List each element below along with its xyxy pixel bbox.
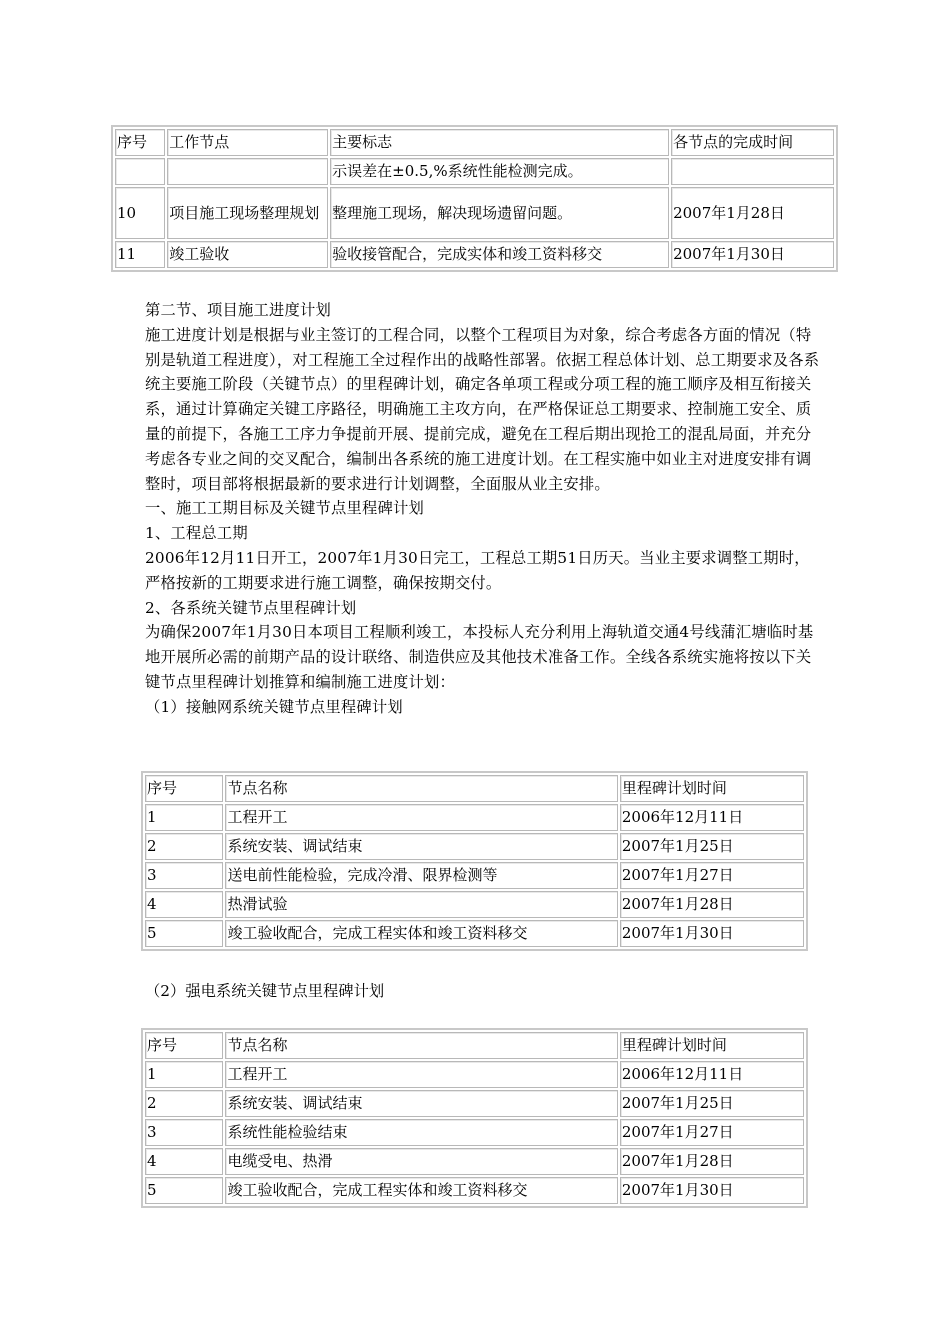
- paragraph: 2006年12月11日开工，2007年1月30日完工，工程总工期51日历天。当业主要求调整工期时，严格按新的工期要求进行施工调整，确保按期交付。: [145, 548, 810, 592]
- table-cell: 热滑试验: [225, 891, 617, 918]
- table-cell: 2007年1月27日: [620, 862, 804, 889]
- catenary-milestone-table: [141, 771, 808, 951]
- header-cell: 节点名称: [225, 1032, 617, 1059]
- paragraph: 为确保2007年1月30日本项目工程顺利竣工，本投标人充分利用上海轨道交通4号线蒲汇塘临时基地开展所必需的前期产品的设计联络、制造供应及其他技术准备工作。全线各系统实施将按以下关键节点里程碑计划推算和编制施工进度计划：: [145, 623, 814, 691]
- heading: 一、施工工期目标及关键节点里程碑计划: [145, 499, 424, 518]
- table-cell: 5: [145, 920, 223, 947]
- table-cell: 2007年1月28日: [620, 891, 804, 918]
- table-cell: 1: [145, 804, 223, 831]
- table-cell: 1: [145, 1061, 223, 1088]
- table-cell: 整理施工现场，解决现场遗留问题。: [330, 187, 669, 239]
- table-caption: （2）强电系统关键节点里程碑计划: [145, 982, 385, 1000]
- table-cell: 4: [145, 891, 223, 918]
- body-text: [145, 298, 825, 720]
- table-cell: 项目施工现场整理规划: [167, 187, 328, 239]
- work-node-table: [111, 125, 838, 272]
- header-cell: 里程碑计划时间: [620, 1032, 804, 1059]
- subheading: 2、各系统关键节点里程碑计划: [145, 598, 357, 617]
- table-header-row: [145, 775, 804, 802]
- table-cell: 工程开工: [225, 804, 617, 831]
- table-header-row: [145, 1032, 804, 1059]
- subheading: 1、工程总工期: [145, 524, 248, 543]
- header-cell: 里程碑计划时间: [620, 775, 804, 802]
- table-cell: [671, 158, 834, 185]
- section-title: 第二节、项目施工进度计划: [145, 301, 331, 319]
- table-cell: 2007年1月28日: [620, 1148, 804, 1175]
- table-row: [145, 1061, 804, 1088]
- header-cell: 序号: [145, 775, 223, 802]
- table-cell: 示误差在±0.5,%系统性能检测完成。: [330, 158, 669, 185]
- table-row: [115, 241, 834, 268]
- table-cell: 2007年1月30日: [620, 1177, 804, 1204]
- table-row: [145, 833, 804, 860]
- header-cell: 工作节点: [167, 129, 328, 156]
- header-cell: 主要标志: [330, 129, 669, 156]
- table-caption: （1）接触网系统关键节点里程碑计划: [145, 697, 403, 716]
- table-cell: 验收接管配合，完成实体和竣工资料移交: [330, 241, 669, 268]
- table-cell: 4: [145, 1148, 223, 1175]
- power-milestone-table: [141, 1028, 808, 1208]
- paragraph: 施工进度计划是根据与业主签订的工程合同，以整个工程项目为对象，综合考虑各方面的情况（特别是轨道工程进度），对工程施工全过程作出的战略性部署。依据工程总体计划、总工期要求及各系统主要施工阶段（关键节点）的里程碑计划，确定各单项工程或分项工程的施工顺序及相互衔接关系，通过计算确定关键工序路径，明确施工主攻方向，在严格保证总工期要求、控制施工安全、质量的前提下，各施工工序力争提前开展、提前完成，避免在工程后期出现抢工的混乱局面，并充分考虑各专业之间的交叉配合，编制出各系统的施工进度计划。在工程实施中如业主对进度安排有调整时，项目部将根据最新的要求进行计划调整，全面服从业主安排。: [145, 325, 820, 493]
- header-cell: 序号: [115, 129, 165, 156]
- table-row: [115, 158, 834, 185]
- table-row: [145, 1177, 804, 1204]
- table-cell: 2: [145, 833, 223, 860]
- table-cell: 2006年12月11日: [620, 804, 804, 831]
- table-cell: 2007年1月25日: [620, 833, 804, 860]
- table-cell: 工程开工: [225, 1061, 617, 1088]
- table-header-row: [115, 129, 834, 156]
- table-row: [145, 891, 804, 918]
- table-cell: 电缆受电、热滑: [225, 1148, 617, 1175]
- table-row: [115, 187, 834, 239]
- table-cell: 2007年1月30日: [671, 241, 834, 268]
- header-cell: 序号: [145, 1032, 223, 1059]
- table-row: [145, 1119, 804, 1146]
- table-row: [145, 862, 804, 889]
- table-cell: 2007年1月25日: [620, 1090, 804, 1117]
- table-cell: 送电前性能检验，完成冷滑、限界检测等: [225, 862, 617, 889]
- table-cell: 2007年1月27日: [620, 1119, 804, 1146]
- table-row: [145, 1090, 804, 1117]
- table-cell: 3: [145, 862, 223, 889]
- table-cell: 2006年12月11日: [620, 1061, 804, 1088]
- table-cell: [115, 158, 165, 185]
- table-cell: 竣工验收配合，完成工程实体和竣工资料移交: [225, 1177, 617, 1204]
- table-row: [145, 1148, 804, 1175]
- table-cell: 2: [145, 1090, 223, 1117]
- table-cell: 2007年1月28日: [671, 187, 834, 239]
- table-cell: 系统安装、调试结束: [225, 1090, 617, 1117]
- table-cell: [167, 158, 328, 185]
- header-cell: 节点名称: [225, 775, 617, 802]
- header-cell: 各节点的完成时间: [671, 129, 834, 156]
- table-cell: 系统性能检验结束: [225, 1119, 617, 1146]
- table-cell: 11: [115, 241, 165, 268]
- table-row: [145, 804, 804, 831]
- table-cell: 10: [115, 187, 165, 239]
- table-cell: 3: [145, 1119, 223, 1146]
- table-cell: 2007年1月30日: [620, 920, 804, 947]
- table-cell: 系统安装、调试结束: [225, 833, 617, 860]
- table-cell: 竣工验收配合，完成工程实体和竣工资料移交: [225, 920, 617, 947]
- table-row: [145, 920, 804, 947]
- table-cell: 5: [145, 1177, 223, 1204]
- table-cell: 竣工验收: [167, 241, 328, 268]
